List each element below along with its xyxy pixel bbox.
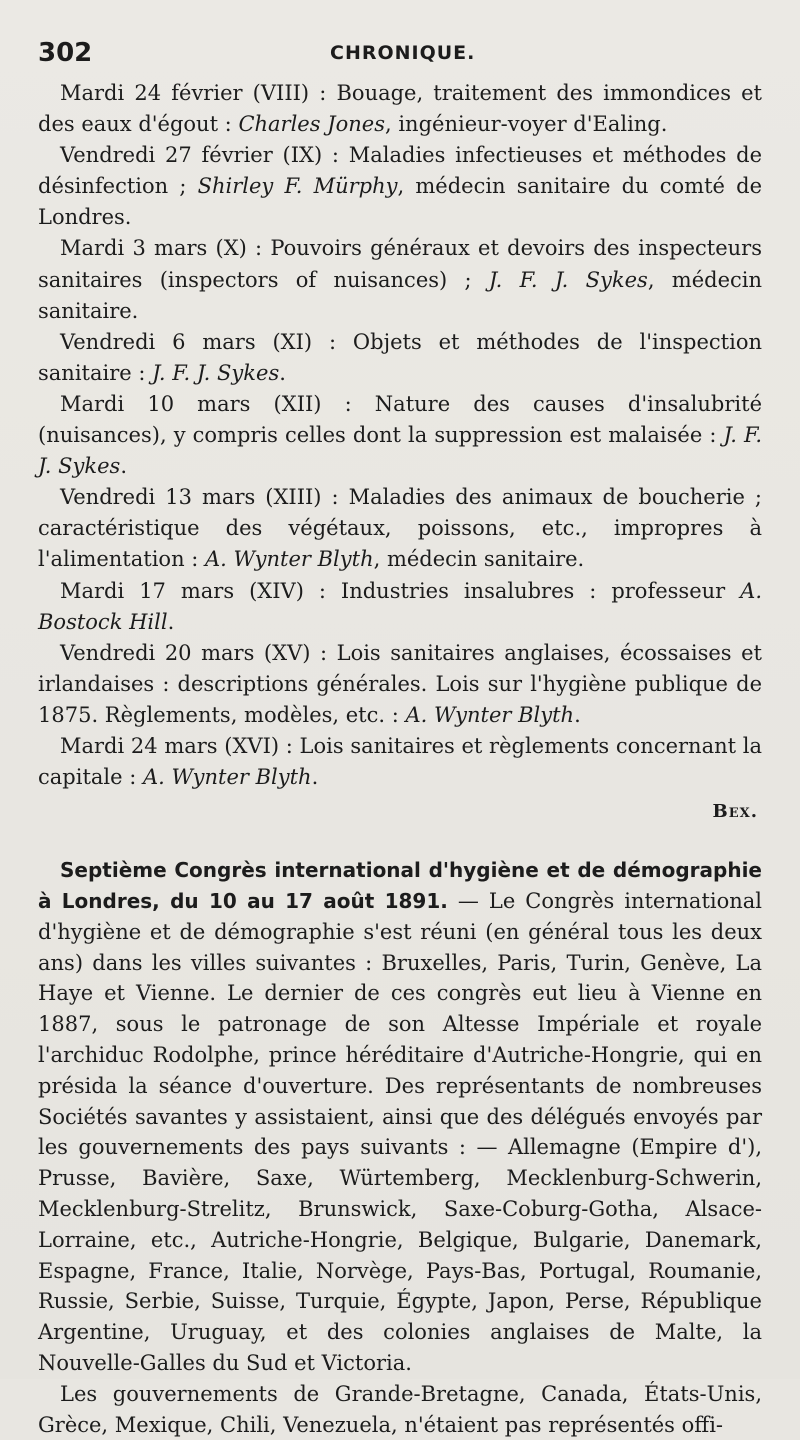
speaker-name: A. Wynter Blyth xyxy=(405,702,575,727)
speaker-name: J. F. J. Sykes xyxy=(488,267,648,292)
lecture-entry: Mardi 10 mars (XII) : Nature des causes d'insalubrité (nuisances), y compris celles dont la suppression est malaisée : J. F. J. Sykes. xyxy=(38,391,762,479)
speaker-name: Shirley F. Mürphy xyxy=(197,174,398,199)
lecture-entry: Vendredi 13 mars (XIII) : Maladies des animaux de boucherie ; caractéristique des végétaux, poissons, etc., impropres à l'alimentation : A. Wynter Blyth, médecin sanitaire. xyxy=(38,485,762,572)
congress-section xyxy=(38,855,762,1440)
speaker-name: J. F. J. Sykes xyxy=(152,360,280,385)
speaker-name: J. F. J. Sykes xyxy=(38,423,762,479)
speaker-name: A. Bostock Hill xyxy=(38,578,762,634)
lecture-entry: Mardi 24 février (VIII) : Bouage, traitement des immondices et des eaux d'égout : Charles Jones, ingénieur-voyer d'Ealing. xyxy=(38,81,762,137)
speaker-name: A. Wynter Blyth xyxy=(205,547,374,572)
lecture-entry: Vendredi 20 mars (XV) : Lois sanitaires anglaises, écossaises et irlandaises : descriptions générales. Lois sur l'hygiène publique de 1875. Règlements, modèles, etc. : A. Wynter Blyth. xyxy=(38,640,762,727)
congress-title: Septième Congrès international d'hygiène et de démographie à Londres, du 10 au 17 août 1891. xyxy=(38,858,762,913)
speaker-name: Charles Jones xyxy=(238,112,385,137)
lecture-entry: Mardi 17 mars (XIV) : Industries insalubres : professeur A. Bostock Hill. xyxy=(38,578,762,634)
congress-paragraph: Les gouvernements de Grande-Bretagne, Canada, États-Unis, Grèce, Mexique, Chili, Venezuela, n'étaient pas représentés offi- xyxy=(38,1381,762,1437)
page-header xyxy=(38,32,762,78)
lecture-list xyxy=(38,78,762,793)
congress-paragraph: Septième Congrès international d'hygiène et de démographie à Londres, du 10 au 17 août 1891. — Le Congrès international d'hygiène et de démographie s'est réuni (en général tous les deux ans) dans les villes suivantes : Bruxelles, Paris, Turin, Genève, La Haye et Vienne. Le dernier de ces congrès eut lieu à Vienne en 1887, sous le patronage de son Altesse Impériale et royale l'archiduc Rodolphe, prince héréditaire d'Autriche-Hongrie, qui en présida la séance d'ouverture. Des représentants de nombreuses Sociétés savantes y assistaient, ainsi que des délégués envoyés par les gouvernements des pays suivants : — Allemagne (Empire d'), Prusse, Bavière, Saxe, Würtemberg, Mecklenburg-Schwerin, Mecklenburg-Strelitz, Brunswick, Saxe-Coburg-Gotha, Alsace-Lorraine, etc., Autriche-Hongrie, Belgique, Bulgarie, Danemark, Espagne, France, Italie, Norvège, Pays-Bas, Portugal, Roumanie, Russie, Serbie, Suisse, Turquie, Égypte, Japon, Perse, République Argentine, Uruguay, et des colonies anglaises de Malte, la Nouvelle-Galles du Sud et Victoria. xyxy=(38,858,762,1375)
running-head: CHRONIQUE. xyxy=(330,42,476,64)
author-signature: Bex. xyxy=(712,801,758,823)
lecture-entry: Vendredi 6 mars (XI) : Objets et méthodes de l'inspection sanitaire : J. F. J. Sykes. xyxy=(38,329,762,385)
lecture-entry: Vendredi 27 février (IX) : Maladies infectieuses et méthodes de désinfection ; Shirley F. Mürphy, médecin sanitaire du comté de Londres. xyxy=(38,143,762,230)
speaker-name: A. Wynter Blyth xyxy=(142,765,312,790)
lecture-entry: Mardi 24 mars (XVI) : Lois sanitaires et règlements concernant la capitale : A. Wynter Blyth. xyxy=(38,733,762,790)
lecture-entry: Mardi 3 mars (X) : Pouvoirs généraux et devoirs des inspecteurs sanitaires (inspectors of nuisances) ; J. F. J. Sykes, médecin sanitaire. xyxy=(38,236,763,323)
page-number: 302 xyxy=(38,38,93,68)
